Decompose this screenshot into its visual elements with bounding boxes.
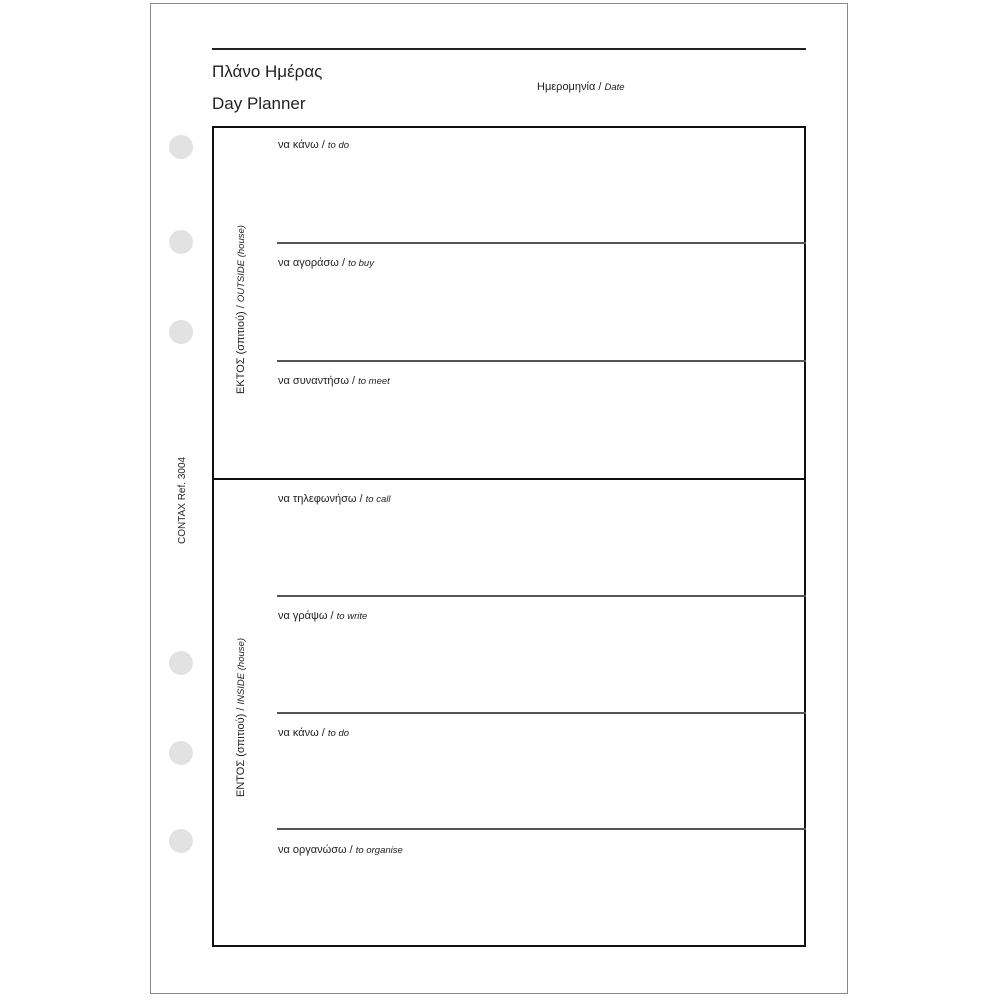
section-to-do (278, 139, 349, 151)
header-rule (212, 48, 806, 50)
date-label-english: Date (604, 82, 625, 93)
section-to-write (278, 610, 367, 622)
section-label-greek: να αγοράσω (278, 257, 339, 269)
punch-hole (169, 741, 193, 765)
section-to-meet (278, 375, 390, 387)
planner-frame (212, 126, 806, 947)
reference-code: CONTAX Ref. 3004 (177, 456, 188, 544)
section-to-buy (278, 257, 374, 269)
punch-hole (169, 230, 193, 254)
label-separator: / (338, 257, 349, 269)
section-label-greek: να οργανώσω (278, 844, 347, 856)
inside-label-greek: ΕΝΤΟΣ (σπιτιού) / (235, 704, 247, 797)
section-label-greek: να κάνω (278, 727, 319, 739)
section-label-greek: να τηλεφωνήσω (278, 493, 357, 505)
row-divider (277, 360, 806, 362)
section-label-english: to do (327, 140, 350, 151)
section-label-greek: να γράψω (278, 610, 328, 622)
section-label-greek: να κάνω (278, 139, 319, 151)
row-divider (277, 828, 806, 830)
inside-house-label (235, 638, 247, 797)
section-to-organise (278, 844, 403, 856)
section-label-english: to organise (355, 845, 403, 856)
section-label-english: to call (365, 494, 391, 505)
date-label (537, 81, 625, 93)
punch-hole (169, 651, 193, 675)
punch-hole (169, 829, 193, 853)
inside-label-english: INSIDE (house) (236, 638, 247, 705)
section-to-do-inside (278, 727, 349, 739)
section-to-call (278, 493, 391, 505)
row-divider (277, 242, 806, 244)
row-divider (277, 712, 806, 714)
page-title-greek: Πλάνο Ημέρας (212, 62, 323, 81)
page-title: Day Planner (212, 94, 306, 113)
outside-house-label (235, 225, 247, 394)
punch-hole (169, 320, 193, 344)
row-divider (277, 595, 806, 597)
label-separator: / (348, 375, 359, 387)
section-label-greek: να συναντήσω (278, 375, 349, 387)
label-separator: / (356, 493, 366, 505)
outside-label-greek: ΕΚΤΟΣ (σπιτιού) / (235, 302, 247, 394)
section-label-english: to buy (348, 258, 374, 269)
section-label-english: to do (327, 728, 350, 739)
punch-hole (169, 135, 193, 159)
section-label-english: to write (336, 611, 368, 622)
date-label-greek: Ημερομηνία (537, 81, 596, 93)
outside-label-english: OUTSIDE (house) (236, 225, 247, 303)
date-separator: / (595, 81, 605, 93)
section-label-english: to meet (358, 376, 390, 387)
label-separator: / (346, 844, 356, 856)
label-separator: / (327, 610, 337, 622)
frame-divider (212, 478, 806, 480)
label-separator: / (318, 727, 328, 739)
label-separator: / (318, 139, 328, 151)
